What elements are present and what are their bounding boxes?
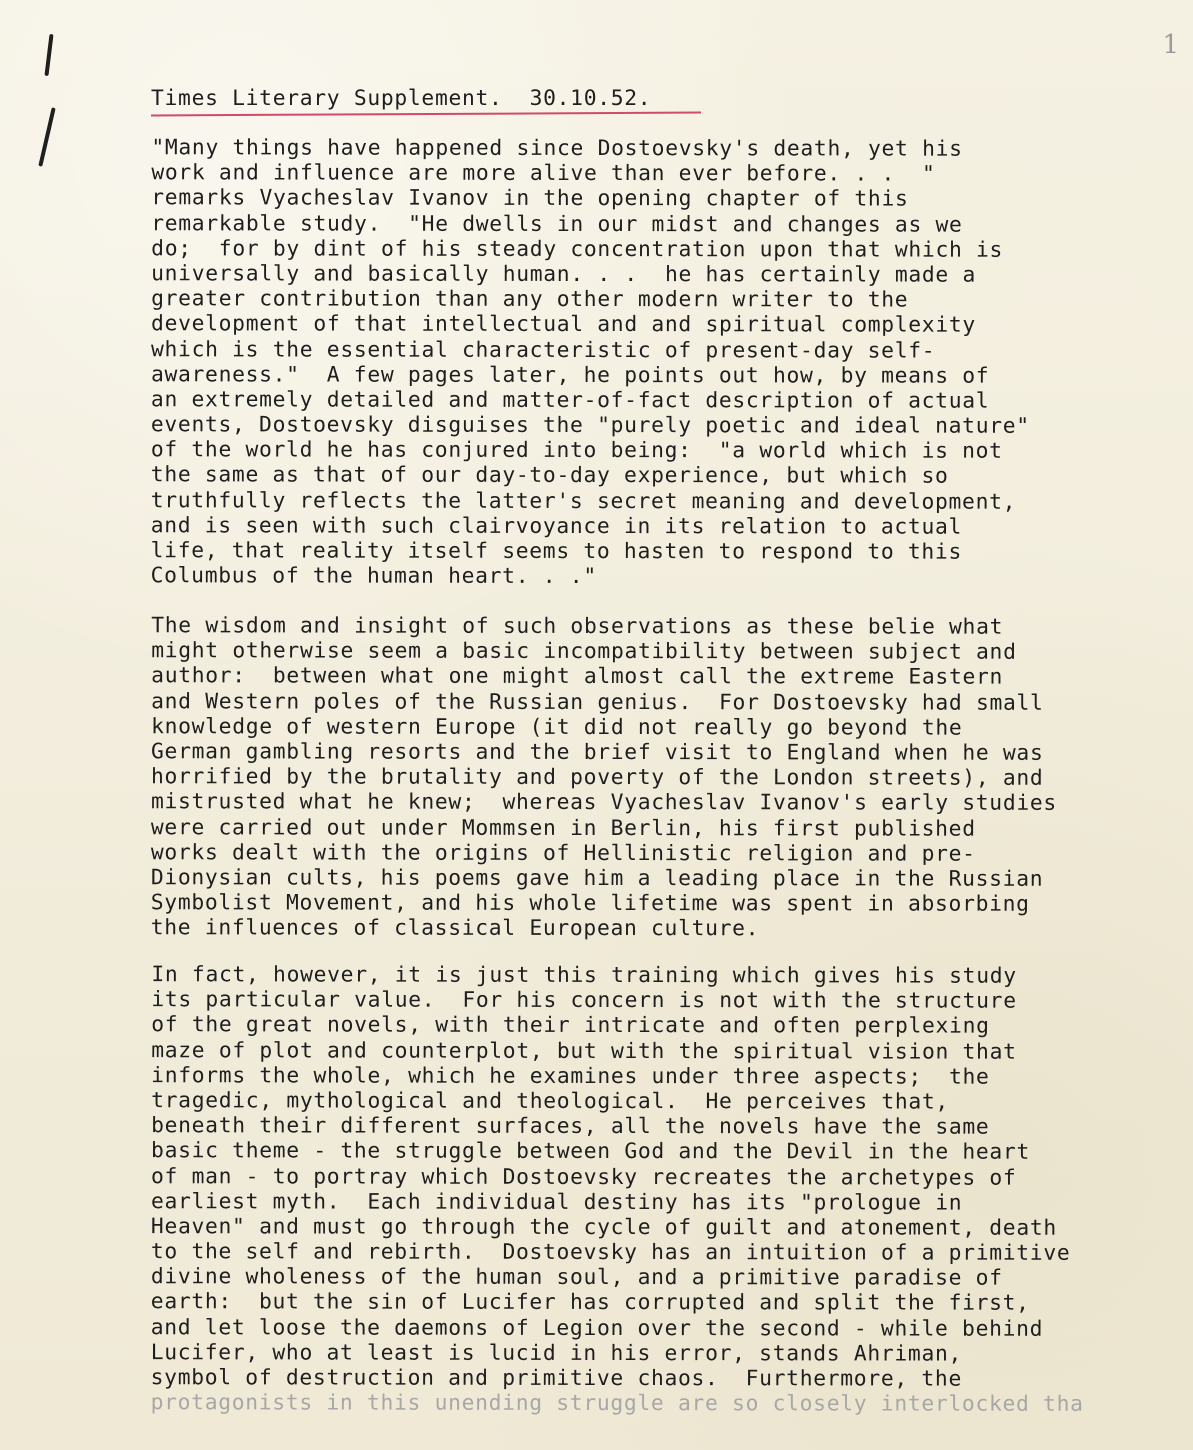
paragraph-line: maze of plot and counterplot, but with the spiritual vision that xyxy=(151,1037,1017,1065)
paragraph-line: tragedic, mythological and theological. He perceives that, xyxy=(151,1088,949,1115)
paragraph-line: development of that intellectual and and spiritual complexity xyxy=(151,311,976,338)
paragraph-2 xyxy=(151,613,1058,942)
paragraph-line: which is the essential characteristic of present-day self- xyxy=(151,336,936,364)
paragraph-line: The wisdom and insight of such observations as these belie what xyxy=(151,613,1004,640)
document-header: Times Literary Supplement. 30.10.52. xyxy=(151,86,652,111)
paragraph-line: and let loose the daemons of Legion over the second - while behind xyxy=(150,1314,1044,1342)
paragraph-1 xyxy=(151,135,1031,590)
paragraph-line: the influences of classical European culture. xyxy=(150,915,760,942)
staple-mark xyxy=(45,34,57,169)
paragraph-line: author: between what one might almost call the extreme Eastern xyxy=(151,663,1004,691)
paragraph-line: German gambling resorts and the brief visit to England when he was xyxy=(151,739,1044,766)
paragraph-3 xyxy=(151,962,1085,1417)
paragraph-line: Symbolist Movement, and his whole lifetime was spent in absorbing xyxy=(150,890,1030,917)
paragraph-line: do; for by dint of his steady concentration upon that which is xyxy=(151,235,1004,263)
page-number: 1 xyxy=(1162,30,1179,60)
paragraph-line: universally and basically human. . . he has certainly made a xyxy=(151,261,977,288)
paragraph-line: earth: but the sin of Lucifer has corrupted and split the first, xyxy=(150,1289,1030,1317)
paragraph-line: informs the whole, which he examines under three aspects; the xyxy=(151,1062,990,1090)
paragraph-line: and Western poles of the Russian genius. For Dostoevsky had small xyxy=(151,688,1044,716)
paragraph-line: its particular value. For his concern is not with the structure xyxy=(151,987,1017,1014)
paragraph-line: an extremely detailed and matter-of-fact description of actual xyxy=(150,387,990,414)
paragraph-line: might otherwise seem a basic incompatibility between subject and xyxy=(151,638,1017,665)
paragraph-line: and is seen with such clairvoyance in its relation to actual xyxy=(150,513,963,540)
paragraph-line: of man - to portray which Dostoevsky recreates the archetypes of xyxy=(151,1163,1017,1191)
paragraph-line: Columbus of the human heart. . ." xyxy=(150,563,597,590)
paragraph-line: of the great novels, with their intricate and often perplexing xyxy=(151,1012,990,1040)
paragraph-line: awareness." A few pages later, he points out how, by means of xyxy=(150,361,990,389)
paragraph-line: divine wholeness of the human soul, and a primitive paradise of xyxy=(150,1264,1003,1291)
paragraph-line: to the self and rebirth. Dostoevsky has an intuition of a primitive xyxy=(150,1239,1071,1266)
paragraph-line: Dionysian cults, his poems gave him a leading place in the Russian xyxy=(150,865,1044,892)
paragraph-line: Heaven" and must go through the cycle of guilt and atonement, death xyxy=(150,1214,1057,1241)
paragraph-line: remarks Vyacheslav Ivanov in the opening chapter of this xyxy=(151,185,909,212)
paragraph-line: the same as that of our day-to-day experience, but which so xyxy=(150,462,949,490)
paragraph-line: beneath their different surfaces, all the novels have the same xyxy=(151,1113,990,1140)
paragraph-line: mistrusted what he knew; whereas Vyacheslav Ivanov's early studies xyxy=(150,789,1057,817)
paragraph-line: earliest myth. Each individual destiny has its "prologue in xyxy=(150,1188,963,1216)
header-underline xyxy=(151,112,701,117)
paragraph-line: events, Dostoevsky disguises the "purely poetic and ideal nature" xyxy=(150,412,1030,439)
paragraph-line: In fact, however, it is just this training which gives his study xyxy=(151,962,1017,989)
paragraph-line: works dealt with the origins of Hellinistic religion and pre- xyxy=(150,839,976,867)
paragraph-line: work and influence are more alive than ever before. . . " xyxy=(151,160,936,187)
paragraph-line: protagonists in this unending struggle are so closely interlocked tha xyxy=(150,1390,1084,1418)
paragraph-line: remarkable study. "He dwells in our midst and changes as we xyxy=(151,210,963,238)
paragraph-line: greater contribution than any other modern writer to the xyxy=(151,286,909,313)
paragraph-line: symbol of destruction and primitive chaos. Furthermore, the xyxy=(150,1365,963,1392)
paragraph-line: of the world he has conjured into being: "a world which is not xyxy=(150,437,1003,464)
paragraph-line: "Many things have happened since Dostoevsky's death, yet his xyxy=(151,135,963,162)
paragraph-line: basic theme - the struggle between God and the Devil in the heart xyxy=(151,1138,1031,1166)
paragraph-line: Lucifer, who at least is lucid in his error, stands Ahriman, xyxy=(150,1339,963,1367)
paragraph-line: horrified by the brutality and poverty of the London streets), and xyxy=(150,764,1044,791)
paragraph-line: were carried out under Mommsen in Berlin, his first published xyxy=(150,814,976,842)
paragraph-line: knowledge of western Europe (it did not really go beyond the xyxy=(151,713,963,741)
paragraph-line: truthfully reflects the latter's secret meaning and development, xyxy=(150,487,1017,515)
paragraph-line: life, that reality itself seems to hasten to respond to this xyxy=(150,538,963,565)
